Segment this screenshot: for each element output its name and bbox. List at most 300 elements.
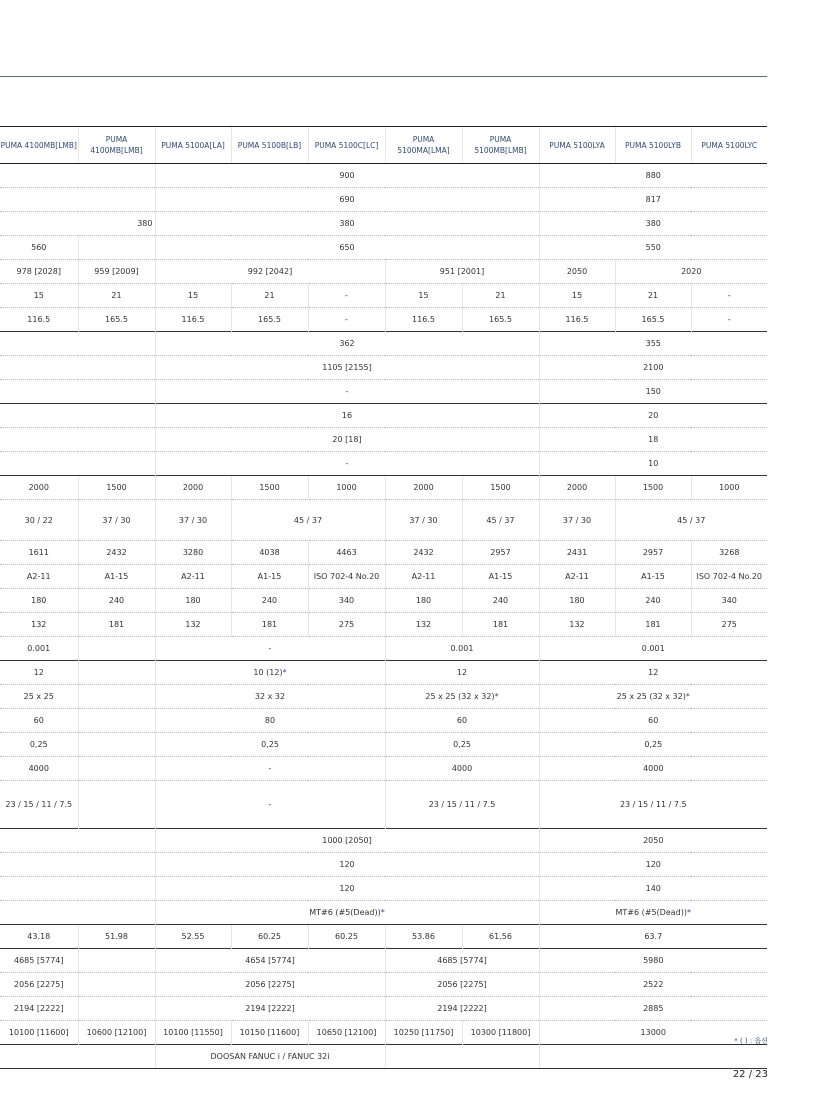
cell-value: 340: [721, 596, 737, 605]
cell-value: -: [345, 459, 349, 468]
table-cell: [78, 781, 155, 829]
cell-value: 10100 [11600]: [8, 1028, 69, 1037]
table-cell: [615, 500, 767, 541]
table-cell: [539, 332, 767, 356]
table-cell: [539, 661, 767, 685]
cell-value: 25 x 25 (32 x 32): [425, 692, 495, 701]
table-cell: [0, 236, 78, 260]
cell-value: A2-11: [181, 572, 205, 581]
cell-value: 132: [569, 620, 585, 629]
table-row: [0, 164, 767, 188]
cell-value: 1500: [642, 483, 664, 492]
table-cell: [0, 428, 155, 452]
table-cell: [385, 500, 462, 541]
table-cell: [539, 997, 767, 1021]
table-cell: [539, 949, 767, 973]
cell-value: -: [268, 800, 272, 809]
cell-value: 1000: [336, 483, 357, 492]
table-cell: [0, 565, 78, 589]
cell-value: 21: [647, 291, 659, 300]
table-cell: [155, 661, 385, 685]
table-cell: [691, 308, 767, 332]
cell-value: 0,25: [453, 740, 471, 749]
table-cell: [615, 260, 767, 284]
cell-value: A1-15: [257, 572, 282, 581]
table-cell: [155, 853, 539, 877]
table-cell: [78, 589, 155, 613]
table-row: [0, 212, 767, 236]
table-cell: [0, 661, 78, 685]
cell-value: 240: [261, 596, 278, 605]
table-cell: [78, 236, 155, 260]
table-row: [0, 260, 767, 284]
table-cell: [155, 188, 539, 212]
cell-value: MT#6 (#5(Dead)): [615, 908, 687, 917]
cell-value: 181: [108, 620, 125, 629]
cell-value: 5980: [643, 956, 664, 965]
cell-value: 116.5: [181, 315, 205, 324]
cell-value: 362: [339, 339, 355, 348]
cell-value: 1500: [106, 483, 127, 492]
table-cell: [231, 613, 308, 637]
cell-value: 12: [648, 668, 659, 677]
table-cell: [385, 709, 539, 733]
cell-value: 10300 [11800]: [470, 1028, 531, 1037]
table-row: [0, 332, 767, 356]
cell-value: 2432: [413, 548, 434, 557]
table-cell: [155, 164, 539, 188]
cell-value: -: [268, 644, 272, 653]
cell-value: 116.5: [27, 315, 51, 324]
cell-value: -: [345, 291, 348, 300]
cell-value: 15: [33, 291, 44, 300]
cell-value: 4685 [5774]: [13, 956, 64, 965]
table-row: [0, 188, 767, 212]
cell-value: 150: [645, 387, 661, 396]
cell-value: 1611: [28, 548, 49, 557]
table-row: [0, 1045, 767, 1069]
table-cell: [691, 589, 767, 613]
table-cell: [539, 853, 767, 877]
table-row: [0, 565, 767, 589]
cell-value: A1-15: [104, 572, 129, 581]
table-cell: [539, 356, 767, 380]
table-cell: [155, 212, 539, 236]
cell-value: 2056 [2275]: [13, 980, 64, 989]
table-cell: [155, 901, 539, 925]
table-cell: [0, 1021, 78, 1045]
table-cell: [78, 757, 155, 781]
table-cell: [691, 541, 767, 565]
cell-value: 18: [648, 435, 659, 444]
cell-value: 21: [111, 291, 122, 300]
table-cell: [0, 212, 155, 236]
table-cell: [155, 733, 385, 757]
cell-value: 880: [645, 171, 661, 180]
table-cell: [615, 308, 691, 332]
table-cell: [155, 685, 385, 709]
table-cell: [539, 500, 615, 541]
table-cell: [539, 973, 767, 997]
table-cell: [385, 781, 539, 829]
table-cell: [539, 164, 767, 188]
column-header: PUMA 4100MB[LMB]: [78, 127, 155, 164]
table-row: [0, 829, 767, 853]
cell-value: 355: [645, 339, 661, 348]
table-cell: [462, 308, 539, 332]
cell-value: 0,25: [644, 740, 663, 749]
table-cell: [385, 260, 539, 284]
table-cell: [539, 308, 615, 332]
table-cell: [0, 613, 78, 637]
table-cell: [0, 332, 155, 356]
table-cell: [385, 589, 462, 613]
cell-value: 2431: [566, 548, 588, 557]
table-cell: [78, 973, 155, 997]
cell-value: 951 [2001]: [439, 267, 485, 276]
table-cell: [308, 541, 385, 565]
table-cell: [155, 613, 231, 637]
column-header: PUMA 5100B[LB]: [231, 127, 308, 164]
table-row: [0, 973, 767, 997]
table-cell: [308, 589, 385, 613]
cell-value: 45 / 37: [293, 515, 323, 525]
cell-value: 240: [492, 596, 509, 605]
table-cell: [155, 589, 231, 613]
table-cell: [0, 925, 78, 949]
cell-value: 51.98: [105, 932, 128, 941]
option-marker: *: [685, 692, 690, 701]
cell-value: 1000: [719, 483, 740, 492]
table-cell: [539, 284, 615, 308]
table-cell: [155, 757, 385, 781]
cell-value: 4654 [5774]: [245, 956, 295, 965]
cell-value: 992 [2042]: [247, 267, 293, 276]
table-cell: [539, 541, 615, 565]
table-cell: [539, 637, 767, 661]
cell-value: MT#6 (#5(Dead)): [309, 908, 381, 917]
table-cell: [462, 589, 539, 613]
table-cell: [539, 404, 767, 428]
table-cell: [0, 476, 78, 500]
cell-value: 1500: [490, 483, 511, 492]
table-cell: [385, 685, 539, 709]
cell-value: -: [345, 387, 349, 396]
cell-value: 240: [645, 596, 661, 605]
table-cell: [155, 404, 539, 428]
table-cell: [78, 565, 155, 589]
cell-value: 1105 [2155]: [322, 363, 372, 372]
cell-value: 4463: [336, 548, 357, 557]
cell-value: 132: [185, 620, 201, 629]
cell-value: 380: [339, 219, 355, 228]
table-cell: [539, 757, 767, 781]
option-marker: *: [380, 908, 385, 917]
table-cell: [539, 476, 615, 500]
table-cell: [0, 284, 78, 308]
cell-value: 60.25: [258, 932, 281, 941]
table-row: [0, 781, 767, 829]
cell-value: 180: [31, 596, 47, 605]
cell-value: 165.5: [641, 315, 665, 324]
cell-value: 43.18: [27, 932, 51, 941]
cell-value: A1-15: [641, 572, 665, 581]
table-cell: [615, 589, 691, 613]
table-header-row: [0, 127, 767, 164]
cell-value: 23 / 15 / 11 / 7.5: [5, 800, 73, 809]
table-cell: [691, 613, 767, 637]
cell-value: 132: [31, 620, 47, 629]
table-cell: [615, 541, 691, 565]
table-cell: [231, 541, 308, 565]
table-cell: [0, 733, 78, 757]
table-cell: [385, 925, 462, 949]
table-row: [0, 901, 767, 925]
cell-value: 21: [264, 291, 275, 300]
table-cell: [78, 476, 155, 500]
table-cell: [78, 949, 155, 973]
cell-value: 181: [492, 620, 509, 629]
table-row: [0, 733, 767, 757]
cell-value: 12: [456, 668, 468, 677]
table-cell: [539, 733, 767, 757]
table-cell: [385, 613, 462, 637]
table-row: [0, 685, 767, 709]
cell-value: 10150 [11600]: [239, 1028, 300, 1037]
cell-value: 37 / 30: [102, 515, 131, 525]
table-cell: [231, 925, 308, 949]
cell-value: DOOSAN FANUC i / FANUC 32i: [210, 1052, 330, 1061]
cell-value: 10: [648, 459, 659, 468]
table-cell: [462, 284, 539, 308]
table-cell: [0, 188, 155, 212]
cell-value: 2000: [28, 483, 49, 492]
table-cell: [385, 541, 462, 565]
table-row: [0, 404, 767, 428]
table-cell: [78, 685, 155, 709]
table-cell: [155, 1045, 385, 1069]
table-cell: [385, 1045, 539, 1069]
table-cell: [308, 565, 385, 589]
table-cell: [462, 500, 539, 541]
table-cell: [539, 428, 767, 452]
cell-value: 2056 [2275]: [245, 980, 295, 989]
table-cell: [385, 476, 462, 500]
table-cell: [385, 308, 462, 332]
table-cell: [155, 829, 539, 853]
table-cell: [78, 997, 155, 1021]
cell-value: 165.5: [105, 315, 128, 324]
table-cell: [539, 613, 615, 637]
table-cell: [0, 853, 155, 877]
footnote: * ( ) : 옵션: [734, 1037, 768, 1045]
table-cell: [539, 877, 767, 901]
table-row: [0, 1021, 767, 1045]
table-cell: [539, 188, 767, 212]
cell-value: 181: [645, 620, 661, 629]
option-marker: *: [282, 668, 287, 677]
cell-value: 12: [33, 668, 44, 677]
cell-value: 275: [338, 620, 355, 629]
cell-value: 60: [648, 716, 659, 725]
table-cell: [155, 541, 231, 565]
cell-value: 380: [645, 219, 661, 228]
column-header: PUMA 5100MA[LMA]: [385, 127, 462, 164]
table-cell: [155, 356, 539, 380]
table-cell: [308, 925, 385, 949]
cell-value: 60.25: [335, 932, 358, 941]
cell-value: 23 / 15 / 11 / 7.5: [619, 800, 687, 809]
table-cell: [155, 997, 385, 1021]
table-cell: [155, 284, 231, 308]
table-cell: [308, 613, 385, 637]
table-cell: [0, 757, 78, 781]
table-cell: [0, 164, 155, 188]
table-cell: [539, 925, 767, 949]
table-row: [0, 661, 767, 685]
table-cell: [385, 949, 539, 973]
table-body: [0, 164, 767, 1069]
cell-value: 3268: [719, 548, 740, 557]
cell-value: 340: [338, 596, 355, 605]
cell-value: 120: [339, 884, 355, 893]
table-cell: [0, 685, 78, 709]
table-cell: [155, 709, 385, 733]
cell-value: 2100: [643, 363, 664, 372]
cell-value: 2020: [681, 267, 702, 276]
table-cell: [78, 260, 155, 284]
cell-value: A2-11: [411, 572, 436, 581]
cell-value: 10250 [11750]: [393, 1028, 454, 1037]
table-cell: [231, 476, 308, 500]
cell-value: 132: [415, 620, 432, 629]
table-cell: [0, 308, 78, 332]
table-cell: [539, 709, 767, 733]
cell-value: 0.001: [641, 644, 665, 653]
table-cell: [231, 1021, 308, 1045]
cell-value: 15: [187, 291, 199, 300]
cell-value: 37 / 30: [562, 515, 592, 525]
cell-value: 380: [137, 219, 153, 228]
table-cell: [0, 781, 78, 829]
top-divider: [0, 76, 767, 77]
table-cell: [308, 1021, 385, 1045]
table-row: [0, 709, 767, 733]
table-cell: [0, 541, 78, 565]
table-cell: [78, 661, 155, 685]
table-cell: [0, 452, 155, 476]
table-cell: [155, 565, 231, 589]
table-row: [0, 925, 767, 949]
cell-value: -: [268, 764, 272, 773]
table-cell: [78, 733, 155, 757]
cell-value: 690: [339, 195, 355, 204]
cell-value: 959 [2009]: [94, 267, 139, 276]
cell-value: 4000: [451, 764, 473, 773]
cell-value: 21: [495, 291, 506, 300]
table-cell: [78, 500, 155, 541]
table-row: [0, 452, 767, 476]
table-cell: [78, 925, 155, 949]
cell-value: 60: [33, 716, 44, 725]
cell-value: 180: [569, 596, 585, 605]
table-row: [0, 853, 767, 877]
cell-value: 1000 [2050]: [322, 836, 372, 845]
cell-value: ISO 702-4 No.20: [313, 572, 380, 581]
table-cell: [155, 949, 385, 973]
table-cell: [155, 973, 385, 997]
cell-value: 0.001: [27, 644, 51, 653]
cell-value: 900: [339, 171, 355, 180]
cell-value: 16: [341, 411, 353, 420]
table-cell: [155, 476, 231, 500]
table-cell: [155, 925, 231, 949]
option-marker: *: [494, 692, 499, 701]
cell-value: 10600 [12100]: [86, 1028, 147, 1037]
table-cell: [539, 685, 767, 709]
table-cell: [231, 308, 308, 332]
cell-value: 116.5: [412, 315, 435, 324]
table-cell: [462, 613, 539, 637]
table-cell: [462, 541, 539, 565]
table-cell: [539, 829, 767, 853]
table-cell: [539, 236, 767, 260]
option-marker: *: [686, 908, 691, 917]
table-cell: [385, 284, 462, 308]
table-cell: [385, 733, 539, 757]
table-row: [0, 877, 767, 901]
cell-value: 37 / 30: [409, 515, 438, 525]
cell-value: 32 x 32: [254, 692, 286, 701]
cell-value: 560: [31, 243, 47, 252]
cell-value: 2194 [2222]: [437, 1004, 487, 1013]
table-cell: [0, 589, 78, 613]
table-cell: [539, 452, 767, 476]
table-cell: [539, 589, 615, 613]
cell-value: 0,25: [261, 740, 279, 749]
cell-value: 120: [645, 860, 661, 869]
table-cell: [308, 476, 385, 500]
table-row: [0, 284, 767, 308]
table-cell: [0, 829, 155, 853]
cell-value: 817: [645, 195, 661, 204]
table-cell: [155, 452, 539, 476]
table-cell: [385, 661, 539, 685]
table-cell: [78, 709, 155, 733]
table-cell: [308, 284, 385, 308]
cell-value: A2-11: [26, 572, 51, 581]
table-cell: [462, 565, 539, 589]
table-cell: [78, 1021, 155, 1045]
table-cell: [155, 236, 539, 260]
column-header: PUMA 5100A[LA]: [155, 127, 231, 164]
cell-value: 52.55: [181, 932, 205, 941]
table-cell: [155, 332, 539, 356]
table-cell: [615, 476, 691, 500]
column-header: PUMA 4100MB[LMB]: [0, 127, 78, 164]
table-cell: [385, 757, 539, 781]
cell-value: 2957: [490, 548, 511, 557]
cell-value: 0.001: [450, 644, 474, 653]
cell-value: A2-11: [565, 572, 589, 581]
table-cell: [691, 476, 767, 500]
table-row: [0, 997, 767, 1021]
table-cell: [0, 949, 78, 973]
cell-value: 1500: [259, 483, 280, 492]
table-cell: [615, 613, 691, 637]
cell-value: 2522: [643, 980, 664, 989]
cell-value: 45 / 37: [677, 515, 706, 525]
